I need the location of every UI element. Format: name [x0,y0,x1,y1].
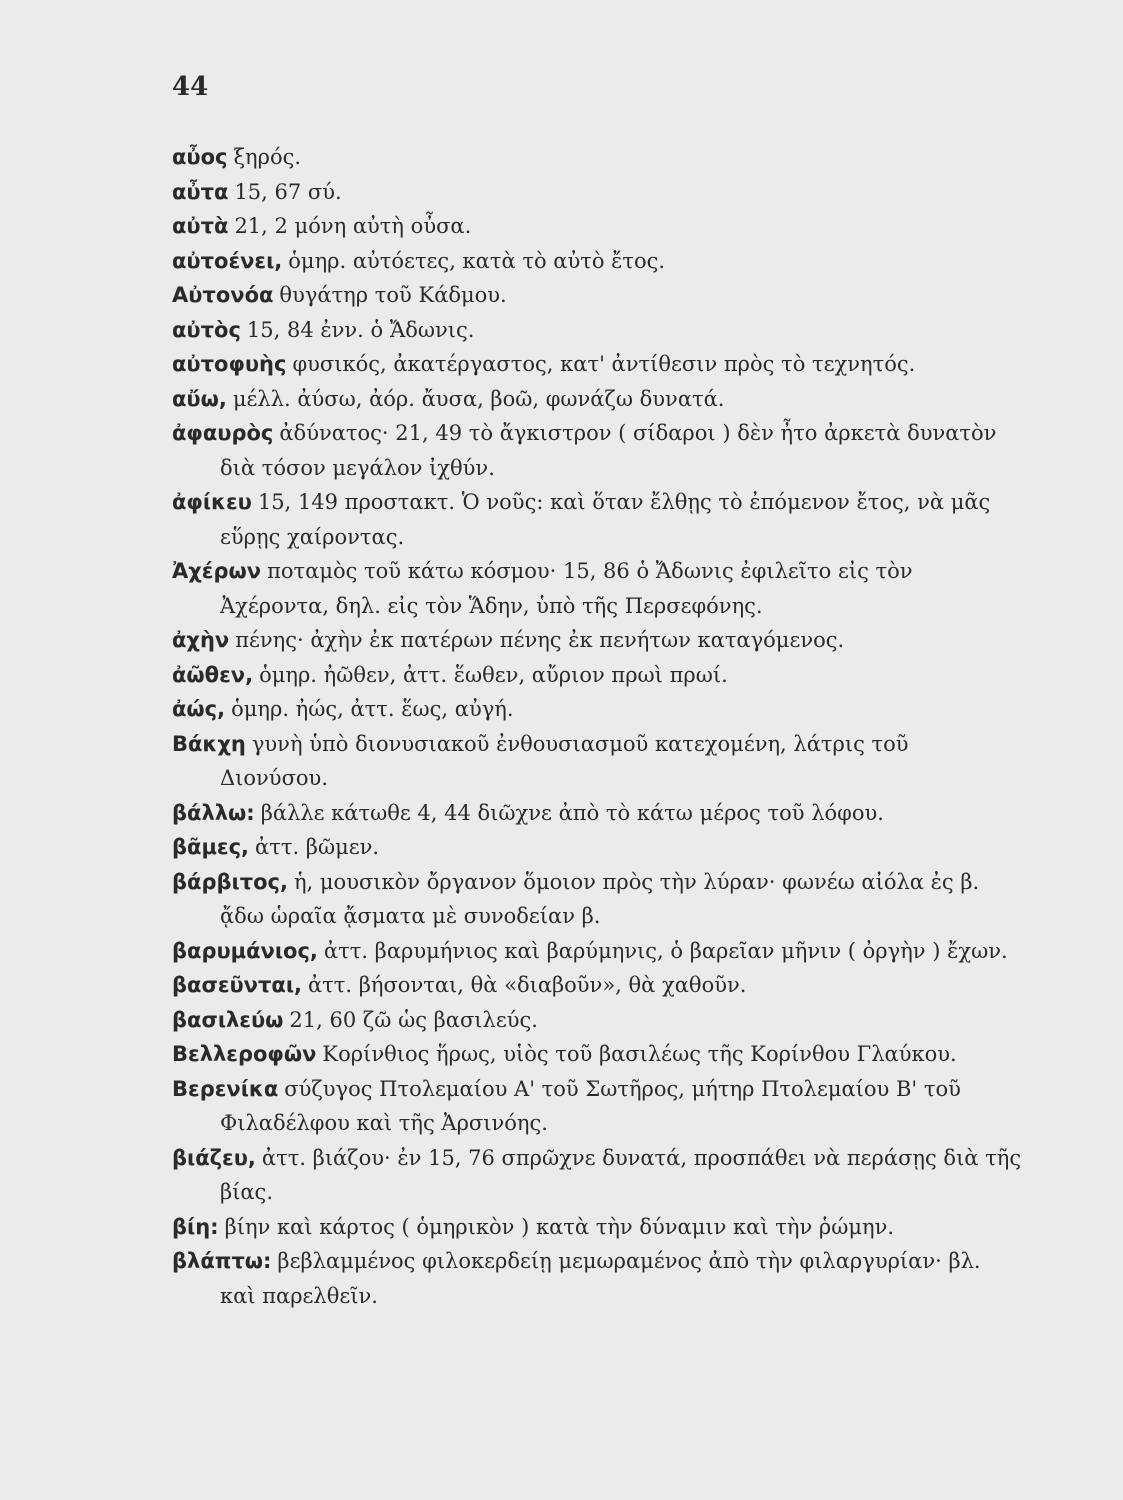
dictionary-entry [172,796,1022,831]
dictionary-entry [172,175,1022,210]
entry-headword: βίη: [172,1214,219,1239]
entry-definition: 15, 149 προστακτ. Ὁ νοῦς: καὶ ὅταν ἔλθῃς τὸ ἐπόμενον ἔτος, νὰ μᾶς εὕρῃς χαίροντας. [220,490,991,549]
entry-headword: βασιλεύω [172,1007,284,1032]
entry-definition: σύζυγος Πτολεμαίου Α' τοῦ Σωτῆρος, μήτηρ Πτολεμαίου Β' τοῦ Φιλαδέλφου καὶ τῆς Ἀρσινόης. [220,1076,961,1135]
dictionary-entry [172,1003,1022,1038]
entry-headword: αὐτοφυὴς [172,352,287,376]
entry-headword: αὖος [172,145,228,169]
dictionary-entry [172,1141,1022,1210]
entry-headword: βιάζευ, [172,1145,256,1170]
dictionary-entry [172,209,1022,244]
dictionary-entry [172,347,1022,382]
dictionary-entry [172,554,1022,623]
dictionary-entry [172,278,1022,313]
entry-headword: βλάπτω: [172,1249,272,1273]
entry-definition: βίην καὶ κάρτος ( ὁμηρικὸν ) κατὰ τὴν δύναμιν καὶ τὴν ῥώμην. [224,1214,895,1239]
dictionary-entry [172,1244,1022,1313]
dictionary-entry [172,416,1022,485]
entry-definition: ὁμηρ. αὐτόετες, κατὰ τὸ αὐτὸ ἔτος. [288,248,666,273]
entry-definition: θυγάτηρ τοῦ Κάδμου. [279,283,507,307]
entry-headword: αὖτα [172,179,229,204]
entry-headword: Αὐτονόα [172,283,274,307]
entry-definition: ἡ, μουσικὸν ὄργανον ὅμοιον πρὸς τὴν λύραν· φωνέω αἰόλα ἐς β. ᾄδω ὡραῖα ᾄσματα μὲ συνοδείαν β. [220,869,980,928]
entry-definition: πένης· ἀχὴν ἐκ πατέρων πένης ἐκ πενήτων καταγόμενος. [235,628,845,652]
entry-headword: Ἀχέρων [172,559,262,583]
dictionary-entry [172,382,1022,417]
entry-definition: ἀττ. βῶμεν. [255,835,380,859]
entry-headword: βάρβιτος, [172,869,288,894]
entry-definition: γυνὴ ὑπὸ διονυσιακοῦ ἐνθουσιασμοῦ κατεχομένη, λάτρις τοῦ Διονύσου. [220,731,909,790]
page-number: 44 [172,72,209,102]
entry-definition: 21, 60 ζῶ ὡς βασιλεύς. [289,1007,538,1032]
dictionary-entry [172,830,1022,865]
entry-definition: ἀδύνατος· 21, 49 τὸ ἄγκιστρον ( σίδαροι ) δὲν ἦτο ἀρκετὰ δυνατὸν διὰ τόσον μεγάλον ἰχθύν. [220,421,997,480]
entry-headword: Βάκχη [172,731,246,756]
entry-definition: Κορίνθιος ἥρως, υἱὸς τοῦ βασιλέως τῆς Κορίνθου Γλαύκου. [322,1042,957,1066]
entry-definition: μέλλ. ἀύσω, ἀόρ. ἄυσα, βοῶ, φωνάζω δυνατά. [232,386,725,411]
entry-headword: αὐτοένει, [172,248,283,273]
entry-headword: βᾶμες, [172,835,250,859]
entry-headword: βαρυμάνιος, [172,938,318,963]
entry-definition: 21, 2 μόνη αὐτὴ οὖσα. [234,214,472,238]
entry-headword: ἀφαυρὸς [172,421,274,445]
dictionary-entry [172,692,1022,727]
entry-definition: ποταμὸς τοῦ κάτω κόσμου· 15, 86 ὁ Ἄδωνις ἐφιλεῖτο εἰς τὸν Ἀχέροντα, δηλ. εἰς τὸν Ἅδην, ὑπὸ τῆς Περσεφόνης. [220,559,913,618]
entry-definition: 15, 84 ἐνν. ὁ Ἄδωνις. [246,317,475,342]
entry-headword: βασεῦνται, [172,973,302,997]
dictionary-entry [172,623,1022,658]
entry-definition: ὁμηρ. ἠῶθεν, ἀττ. ἕωθεν, αὔριον πρωὶ πρωί. [259,662,728,687]
entry-definition: ὁμηρ. ἠώς, ἀττ. ἕως, αὐγή. [231,697,514,721]
entry-headword: Βελλεροφῶν [172,1042,317,1066]
dictionary-entry [172,313,1022,348]
entry-headword: αὐτὸς [172,317,241,342]
entry-definition: ξηρός. [233,145,302,169]
entry-headword: ἀῶθεν, [172,662,254,687]
entry-headword: ἀφίκευ [172,490,252,514]
entry-headword: ἀώς, [172,697,226,721]
entry-definition: 15, 67 σύ. [234,179,342,204]
dictionary-entries [172,140,1022,1313]
dictionary-entry [172,244,1022,279]
dictionary-entry [172,140,1022,175]
entry-definition: ἀττ. βήσονται, θὰ «διαβοῦν», θὰ χαθοῦν. [307,973,747,997]
dictionary-entry [172,485,1022,554]
dictionary-entry [172,1210,1022,1245]
dictionary-entry [172,658,1022,693]
entry-definition: ἀττ. βαρυμήνιος καὶ βαρύμηνις, ὁ βαρεῖαν μῆνιν ( ὀργὴν ) ἔχων. [323,938,1008,963]
entry-headword: ἀχὴν [172,628,230,652]
dictionary-entry [172,934,1022,969]
entry-headword: Βερενίκα [172,1076,279,1101]
entry-definition: βάλλε κάτωθε 4, 44 διῶχνε ἀπὸ τὸ κάτω μέρος τοῦ λόφου. [260,800,884,825]
dictionary-entry [172,727,1022,796]
entry-definition: ἀττ. βιάζου· ἐν 15, 76 σπρῶχνε δυνατά, προσπάθει νὰ περάσῃς διὰ τῆς βίας. [220,1145,1022,1204]
entry-definition: φυσικός, ἀκατέργαστος, κατ' ἀντίθεσιν πρὸς τὸ τεχνητός. [292,352,916,376]
dictionary-entry [172,968,1022,1003]
entry-headword: αὔω, [172,386,227,411]
entry-headword: βάλλω: [172,800,255,825]
dictionary-entry [172,1037,1022,1072]
entry-headword: αὐτὰ [172,214,229,238]
entry-definition: βεβλαμμένος φιλοκερδείῃ μεμωραμένος ἀπὸ τὴν φιλαργυρίαν· βλ. καὶ παρελθεῖν. [220,1249,981,1308]
dictionary-entry [172,865,1022,934]
dictionary-entry [172,1072,1022,1141]
